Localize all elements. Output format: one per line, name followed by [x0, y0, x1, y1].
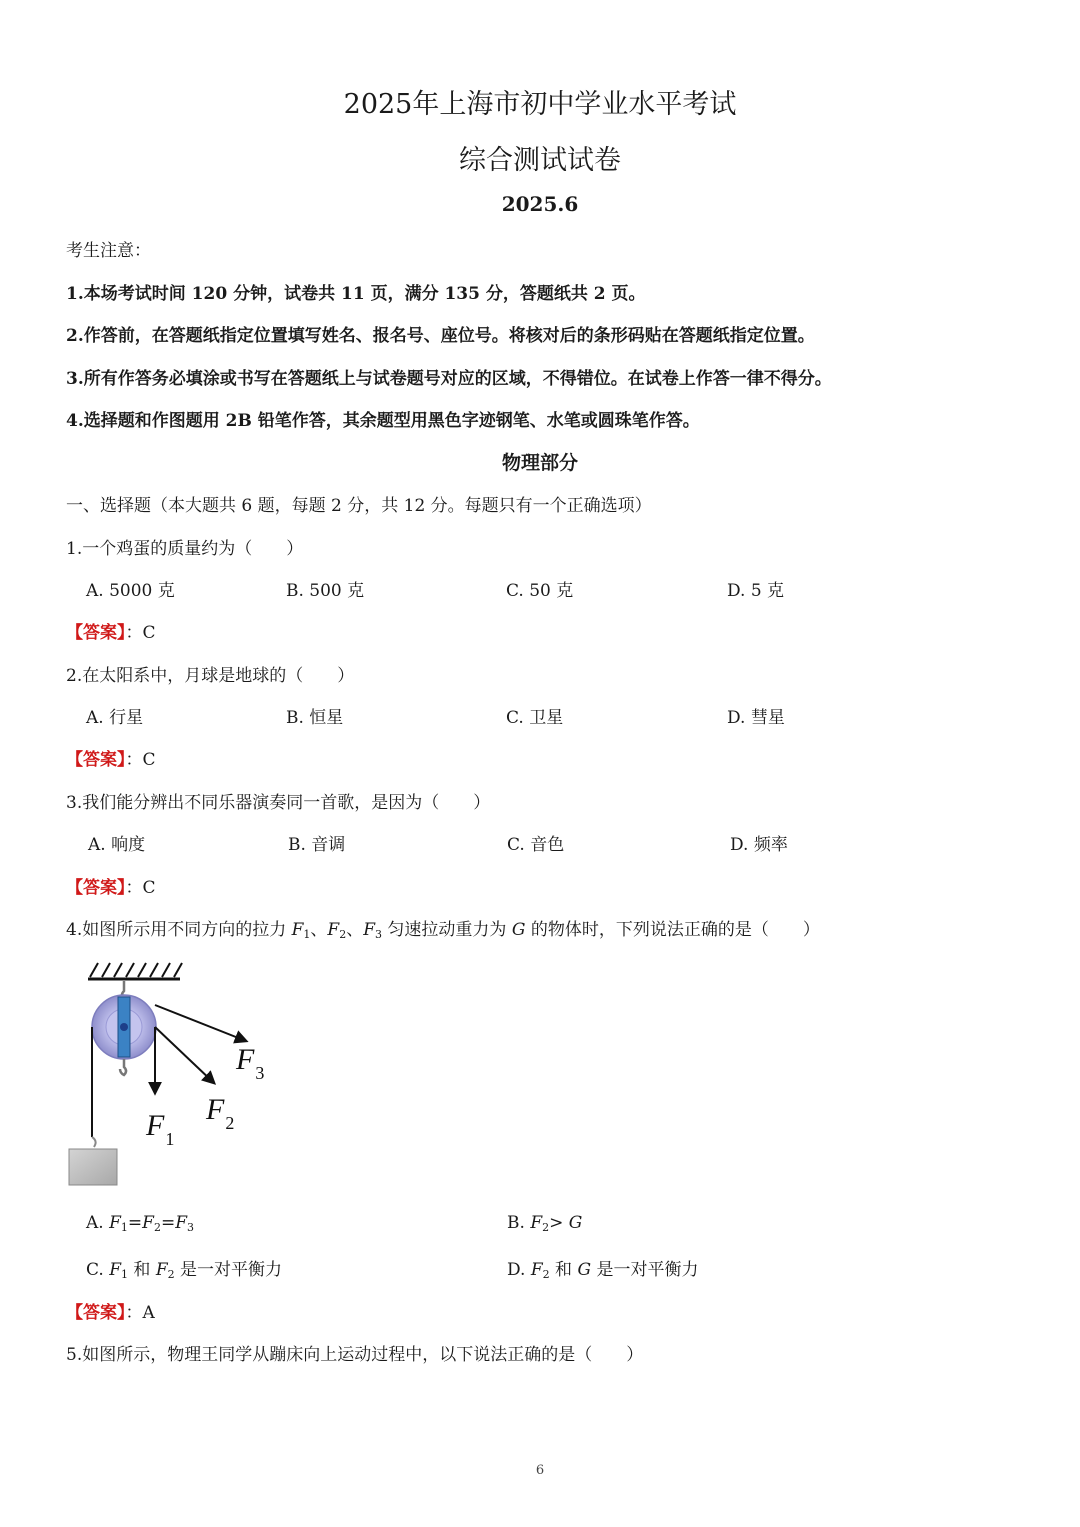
- answer-line: [66, 618, 156, 643]
- option-text: 和: [128, 1260, 156, 1280]
- stem-text: 4.如图所示用不同方向的拉力: [66, 920, 292, 940]
- answer-tag: 【答案】: [66, 750, 126, 770]
- option-d: D. 彗星: [727, 708, 785, 728]
- relation: >: [549, 1213, 569, 1233]
- weight-block: [69, 1149, 117, 1185]
- equals: =: [127, 1213, 143, 1233]
- force-symbol: F: [291, 920, 304, 940]
- block-hook: [92, 1137, 96, 1147]
- option-a: [86, 1213, 194, 1234]
- option-a: A. 行星: [86, 708, 144, 728]
- option-b: B. 恒星: [286, 708, 344, 728]
- notice-item: 2.作答前，在答题纸指定位置填写姓名、报名号、座位号。将核对后的条形码贴在答题纸指定位置。: [66, 326, 815, 346]
- answer-value: ：C: [125, 878, 156, 898]
- answer-line: [66, 1298, 155, 1323]
- exam-subtitle: 综合测试试卷: [459, 145, 621, 176]
- answer-value: ：C: [125, 750, 156, 770]
- gravity-symbol: G: [577, 1260, 592, 1280]
- question-stem: 3.我们能分辨出不同乐器演奏同一首歌，是因为（ ）: [66, 793, 491, 813]
- force-symbol: F: [109, 1260, 122, 1280]
- stem-text: 的物体时，下列说法正确的是（ ）: [525, 920, 820, 940]
- question-stem: 5.如图所示，物理王同学从蹦床向上运动过程中，以下说法正确的是（ ）: [66, 1345, 644, 1365]
- ceiling: [88, 963, 182, 979]
- option-d: [507, 1255, 698, 1281]
- answer-value: ：A: [125, 1303, 155, 1323]
- exam-title: 2025年上海市初中学业水平考试: [343, 89, 737, 120]
- page-number: 6: [535, 1463, 545, 1478]
- pulley-wheel: [92, 995, 156, 1059]
- force-symbol: F: [142, 1213, 154, 1233]
- option-text: 是一对平衡力: [174, 1260, 283, 1280]
- stem-text: 匀速拉动重力为: [382, 920, 512, 940]
- separator: 、: [310, 920, 328, 940]
- answer-tag: 【答案】: [66, 878, 126, 898]
- force-symbol: F: [363, 920, 376, 940]
- option-d: D. 5 克: [727, 581, 785, 601]
- answer-line: [66, 745, 156, 770]
- force-symbol: F: [530, 1213, 543, 1233]
- subscript: 2: [167, 1268, 175, 1281]
- question-stem: 1.一个鸡蛋的质量约为（ ）: [66, 539, 304, 559]
- force-symbol: F: [530, 1260, 543, 1280]
- subscript: 1: [120, 1221, 128, 1234]
- gravity-symbol: G: [511, 920, 526, 940]
- option-prefix: D.: [507, 1260, 531, 1280]
- separator: 、: [346, 920, 364, 940]
- option-a: A. 5000 克: [86, 581, 175, 601]
- option-a: A. 响度: [88, 835, 146, 855]
- label-f2: $F_2$: [206, 1093, 235, 1133]
- subscript: 2: [542, 1221, 550, 1234]
- gravity-symbol: G: [568, 1213, 583, 1233]
- question-stem: [66, 915, 820, 941]
- option-b: B. 音调: [288, 835, 346, 855]
- option-b: [507, 1213, 582, 1234]
- option-d: D. 频率: [730, 835, 788, 855]
- part-heading: 一、选择题（本大题共 6 题，每题 2 分，共 12 分。每题只有一个正确选项）: [66, 496, 652, 516]
- option-text: 是一对平衡力: [591, 1260, 699, 1280]
- force-symbol: F: [327, 920, 340, 940]
- subscript: 3: [375, 928, 383, 941]
- option-b: B. 500 克: [286, 581, 365, 601]
- option-text: 和: [549, 1260, 578, 1280]
- option-prefix: C.: [86, 1260, 110, 1280]
- subscript: 2: [542, 1268, 550, 1281]
- force-arrow-f3: [155, 1005, 246, 1041]
- label-f3: $F_3$: [236, 1043, 265, 1083]
- subscript: 1: [121, 1268, 129, 1281]
- force-symbol: F: [155, 1260, 168, 1280]
- option-prefix: B.: [507, 1213, 531, 1233]
- subscript: 2: [153, 1221, 161, 1234]
- answer-line: [66, 873, 156, 898]
- subscript: 3: [186, 1221, 194, 1234]
- exam-date: 2025.6: [501, 192, 579, 216]
- hook: [120, 1059, 126, 1075]
- notice-item: 4.选择题和作图题用 2B 铅笔作答，其余题型用黑色字迹钢笔、水笔或圆珠笔作答。: [66, 411, 700, 431]
- answer-tag: 【答案】: [66, 623, 126, 643]
- option-c: [86, 1255, 282, 1281]
- answer-value: ：C: [125, 623, 156, 643]
- subscript: 2: [339, 928, 347, 941]
- section-title: 物理部分: [501, 452, 578, 474]
- answer-tag: 【答案】: [66, 1303, 126, 1323]
- force-symbol: F: [109, 1213, 121, 1233]
- equals: =: [160, 1213, 176, 1233]
- force-arrow-f2: [155, 1027, 214, 1083]
- force-symbol: F: [175, 1213, 187, 1233]
- option-c: C. 音色: [507, 835, 565, 855]
- subscript: 1: [303, 928, 311, 941]
- pulley-figure: [60, 955, 320, 1195]
- notice-item: 3.所有作答务必填涂或书写在答题纸上与试卷题号对应的区域，不得错位。在试卷上作答一律不得分。: [66, 369, 832, 389]
- notice-item: 1.本场考试时间 120 分钟，试卷共 11 页，满分 135 分，答题纸共 2 页。: [66, 284, 646, 304]
- question-stem: 2.在太阳系中，月球是地球的（ ）: [66, 666, 355, 686]
- option-c: C. 卫星: [506, 708, 564, 728]
- option-prefix: A.: [86, 1213, 110, 1233]
- label-f1: $F_1$: [146, 1109, 175, 1149]
- notice-heading: 考生注意：: [66, 241, 151, 261]
- option-c: C. 50 克: [506, 581, 574, 601]
